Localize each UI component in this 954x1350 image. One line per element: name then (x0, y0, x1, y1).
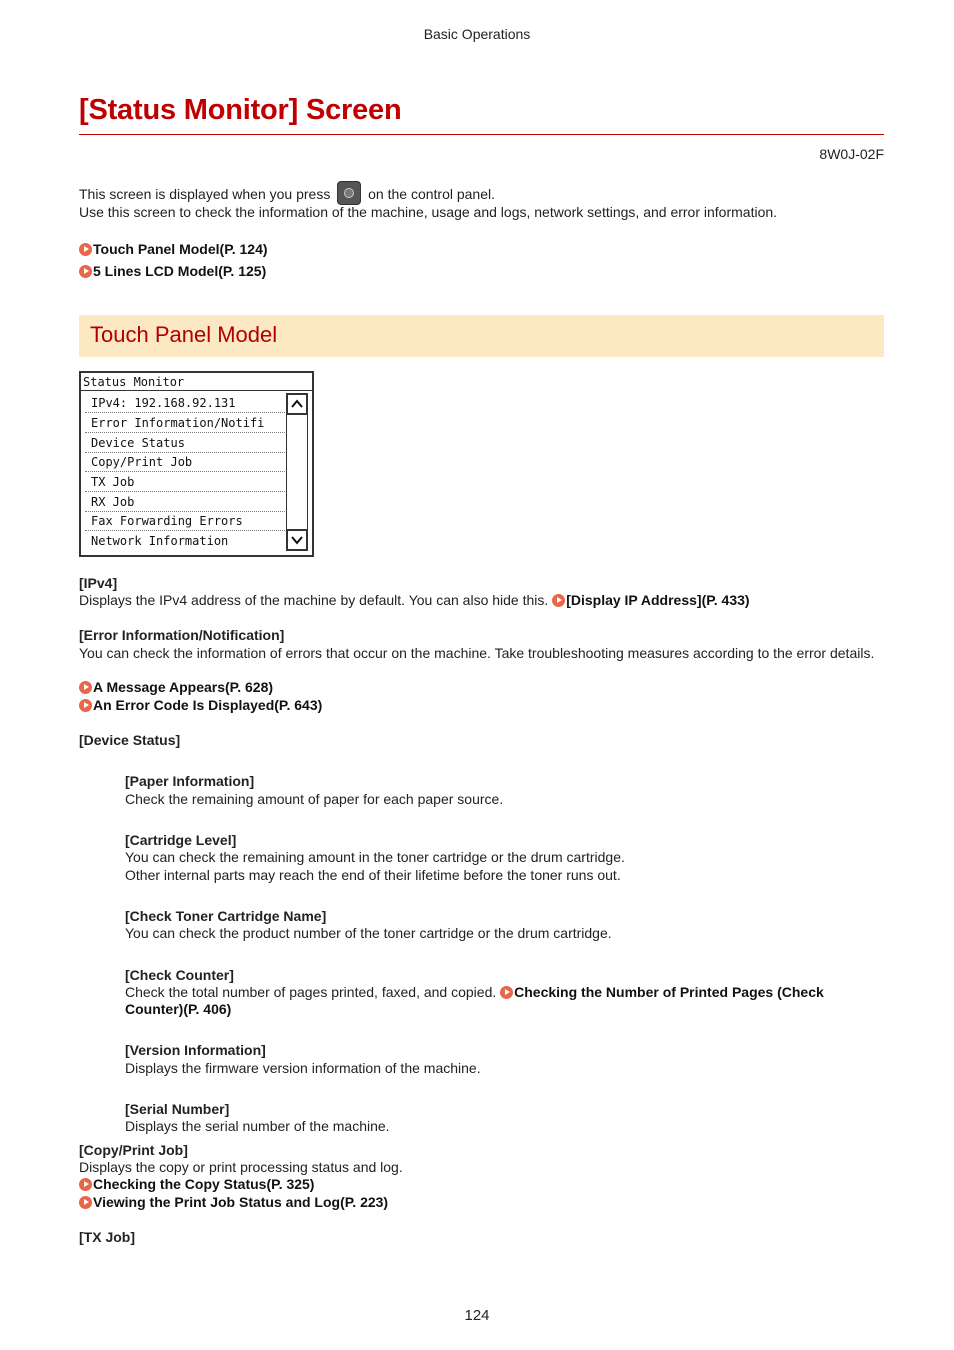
print-job-status-link[interactable]: Viewing the Print Job Status and Log(P. 223) (79, 1194, 388, 1211)
version-info-heading: [Version Information] (125, 1042, 266, 1058)
message-appears-link[interactable]: A Message Appears(P. 628) (79, 679, 273, 696)
menu-item-device-status[interactable]: Device Status (85, 434, 285, 453)
menu-item-error-info[interactable]: Error Information/Notifi (85, 414, 285, 433)
chevron-down-icon (288, 531, 306, 549)
doc-id: 8W0J-02F (819, 146, 884, 162)
copy-print-text: Displays the copy or print processing status and log. (79, 1159, 403, 1175)
link-arrow-icon (79, 699, 92, 712)
link-arrow-icon (79, 1196, 92, 1209)
ipv4-description: Displays the IPv4 address of the machine by default. You can also hide this. [Display IP Address](P. 433) (79, 592, 750, 608)
toner-name-heading: [Check Toner Cartridge Name] (125, 908, 327, 924)
error-code-link[interactable]: An Error Code Is Displayed(P. 643) (79, 697, 322, 714)
intro-text-before: This screen is displayed when you press (79, 186, 331, 202)
toc-link-5-lines-lcd[interactable]: 5 Lines LCD Model(P. 125) (79, 263, 266, 280)
serial-number-text: Displays the serial number of the machine. (125, 1118, 390, 1134)
menu-item-ipv4[interactable]: IPv4: 192.168.92.131 (85, 394, 285, 413)
ipv4-heading: [IPv4] (79, 575, 118, 591)
intro-line-2: Use this screen to check the information of the machine, usage and logs, network settings, and error information. (79, 204, 778, 220)
menu-item-fax-forwarding-errors[interactable]: Fax Forwarding Errors (85, 512, 285, 531)
device-status-heading: [Device Status] (79, 732, 181, 748)
link-arrow-icon (500, 986, 513, 999)
intro-text-after: on the control panel. (368, 186, 495, 202)
link-arrow-icon (79, 265, 92, 278)
toner-name-text: You can check the product number of the toner cartridge or the drum cartridge. (125, 925, 612, 941)
check-counter-link-cont[interactable]: Counter)(P. 406) (125, 1001, 232, 1017)
link-arrow-icon (79, 681, 92, 694)
copy-print-heading: [Copy/Print Job] (79, 1142, 188, 1158)
version-info-text: Displays the firmware version information of the machine. (125, 1060, 481, 1076)
serial-number-heading: [Serial Number] (125, 1101, 230, 1117)
menu-item-rx-job[interactable]: RX Job (85, 493, 285, 512)
error-info-heading: [Error Information/Notification] (79, 627, 285, 643)
section-title: Touch Panel Model (90, 322, 278, 347)
chevron-up-icon (288, 395, 306, 413)
display-ip-address-link[interactable]: [Display IP Address](P. 433) (566, 592, 750, 608)
menu-item-tx-job[interactable]: TX Job (85, 473, 285, 492)
page-number: 124 (464, 1307, 490, 1324)
status-monitor-key-icon (337, 181, 361, 205)
link-arrow-icon (79, 1178, 92, 1191)
page-title: [Status Monitor] Screen (79, 94, 402, 126)
status-monitor-screen (79, 371, 314, 557)
menu-item-copy-print-job[interactable]: Copy/Print Job (85, 453, 285, 472)
check-counter-text: Check the total number of pages printed, faxed, and copied. Checking the Number of Printed Pages (Check (125, 984, 824, 1000)
title-rule (79, 134, 884, 135)
cartridge-level-text-1: You can check the remaining amount in the toner cartridge or the drum cartridge. (125, 849, 625, 865)
tx-job-heading: [TX Job] (79, 1229, 135, 1245)
menu-item-network-information[interactable]: Network Information (91, 534, 229, 548)
link-arrow-icon (552, 594, 565, 607)
page-header: Basic Operations (423, 26, 531, 42)
check-counter-heading: [Check Counter] (125, 967, 234, 983)
copy-status-link[interactable]: Checking the Copy Status(P. 325) (79, 1176, 314, 1193)
paper-info-text: Check the remaining amount of paper for each paper source. (125, 791, 504, 807)
screen-title-rule (81, 390, 312, 391)
intro-line-1 (79, 181, 495, 205)
check-counter-link[interactable]: Checking the Number of Printed Pages (Check (514, 984, 824, 1000)
cartridge-level-heading: [Cartridge Level] (125, 832, 237, 848)
screen-title: Status Monitor (83, 375, 185, 389)
scroll-down-button[interactable] (286, 529, 308, 551)
toc-link-touch-panel[interactable]: Touch Panel Model(P. 124) (79, 241, 268, 258)
paper-info-heading: [Paper Information] (125, 773, 255, 789)
cartridge-level-text-2: Other internal parts may reach the end of their lifetime before the toner runs out. (125, 867, 621, 883)
error-info-description: You can check the information of errors that occur on the machine. Take troubleshooting measures according to the error details. (79, 645, 875, 661)
link-arrow-icon (79, 243, 92, 256)
scroll-up-button[interactable] (286, 393, 308, 415)
